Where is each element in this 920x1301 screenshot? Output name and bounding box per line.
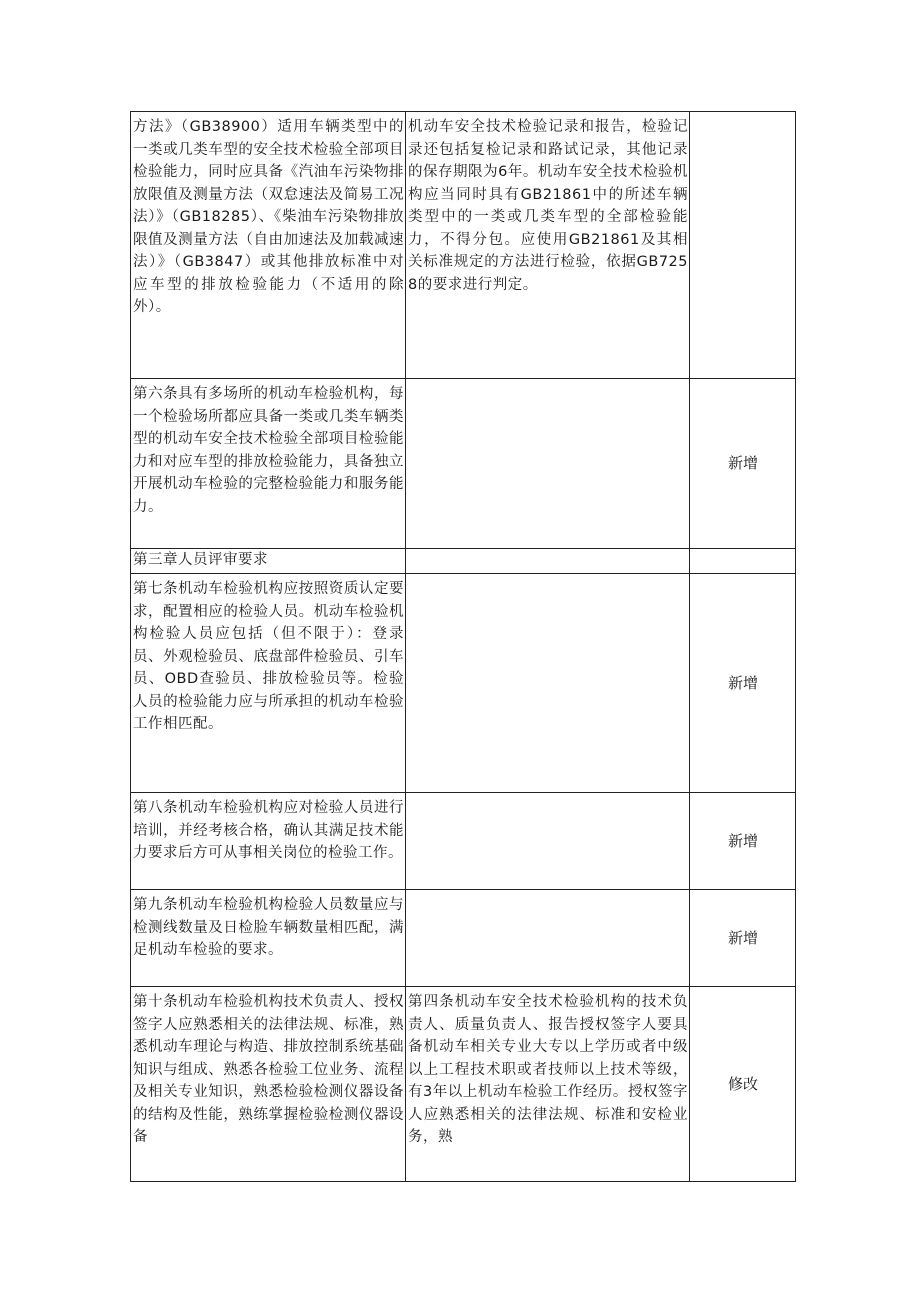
note-text: 新增 xyxy=(727,831,758,850)
new-text: 第八条机动车检验机构应对检验人员进行培训，并经考核合格，确认其满足技术能力要求后方可从事相关岗位的检验工作。 xyxy=(133,800,404,861)
new-text-cell xyxy=(131,793,406,890)
new-text: 方法》（GB38900）适用车辆类型中的一类或几类车型的安全技术检验全部项目检验能力，同时应具备《汽油车污染物排放限值及测量方法（双怠速法及简易工况法）》（GB18285）、《柴油车污染物排放限值及测量方法（自由加速法及加载减速法）》（GB3847）或其他排放标准中对应车型的排放检验能力（不适用的除外）。 xyxy=(133,119,404,315)
old-text-cell xyxy=(406,379,690,549)
new-text-cell xyxy=(131,379,406,549)
note-text: 新增 xyxy=(727,673,758,692)
new-text-cell xyxy=(131,112,406,379)
new-text-cell xyxy=(131,574,406,793)
new-text-cell xyxy=(131,890,406,987)
table-row xyxy=(131,793,796,890)
table-row xyxy=(131,890,796,987)
chapter-heading: 第三章人员评审要求 xyxy=(133,552,268,568)
old-text: 第四条机动车安全技术检验机构的技术负责人、质量负责人、报告授权签字人要具备机动车相关专业大专以上学历或者中级以上工程技术职或者技师以上技术等级，有3年以上机动车检验工作经历。授权签字人应熟悉相关的法律法规、标准和安检业务，熟 xyxy=(408,994,688,1145)
table-row xyxy=(131,549,796,574)
chapter-heading-cell xyxy=(131,549,406,574)
old-text-cell xyxy=(406,549,690,574)
note-cell xyxy=(690,890,796,987)
note-cell xyxy=(690,574,796,793)
new-text: 第七条机动车检验机构应按照资质认定要求，配置相应的检验人员。机动车检验机构检验人员应包括（但不限于）：登录员、外观检验员、底盘部件检验员、引车员、OBD查验员、排放检验员等。检验人员的检验能力应与所承担的机动车检验工作相匹配。 xyxy=(133,581,404,732)
new-text-cell xyxy=(131,987,406,1182)
old-text-cell xyxy=(406,793,690,890)
old-text: 机动车安全技术检验记录和报告，检验记录还包括复检记录和路试记录，其他记录的保存期限为6年。机动车安全技术检验机构应当同时具有GB21861中的所述车辆类型中的一类或几类车型的全部检验能力，不得分包。应使用GB21861及其相关标准规定的方法进行检验，依据GB7258的要求进行判定。 xyxy=(408,119,688,293)
table-row xyxy=(131,112,796,379)
table-row xyxy=(131,379,796,549)
note-cell xyxy=(690,379,796,549)
note-cell xyxy=(690,549,796,574)
comparison-table xyxy=(130,111,796,1182)
old-text-cell xyxy=(406,112,690,379)
note-cell xyxy=(690,793,796,890)
new-text: 第九条机动车检验机构检验人员数量应与检测线数量及日检脸车辆数量相匹配，满足机动车检验的要求。 xyxy=(133,897,404,958)
old-text-cell xyxy=(406,574,690,793)
table-row xyxy=(131,987,796,1182)
old-text-cell xyxy=(406,987,690,1182)
note-text: 修改 xyxy=(727,1074,758,1093)
old-text-cell xyxy=(406,890,690,987)
new-text: 第六条具有多场所的机动车检验机构，每一个检验场所都应具备一类或几类车辆类型的机动车安全技术检验全部项目检验能力和对应车型的排放检验能力，具备独立开展机动车检验的完整检验能力和服务能力。 xyxy=(133,386,404,515)
note-cell xyxy=(690,112,796,379)
note-text: 新增 xyxy=(727,928,758,947)
note-text: 新增 xyxy=(727,454,758,473)
new-text: 第十条机动车检验机构技术负责人、授权签字人应熟悉相关的法律法规、标准，熟悉机动车理论与构造、排放控制系统基础知识与组成、熟悉各检验工位业务、流程及相关专业知识，熟悉检验检测仪器设备的结构及性能，熟练掌握检验检测仪器设备 xyxy=(133,994,404,1145)
note-cell xyxy=(690,987,796,1182)
table-row xyxy=(131,574,796,793)
